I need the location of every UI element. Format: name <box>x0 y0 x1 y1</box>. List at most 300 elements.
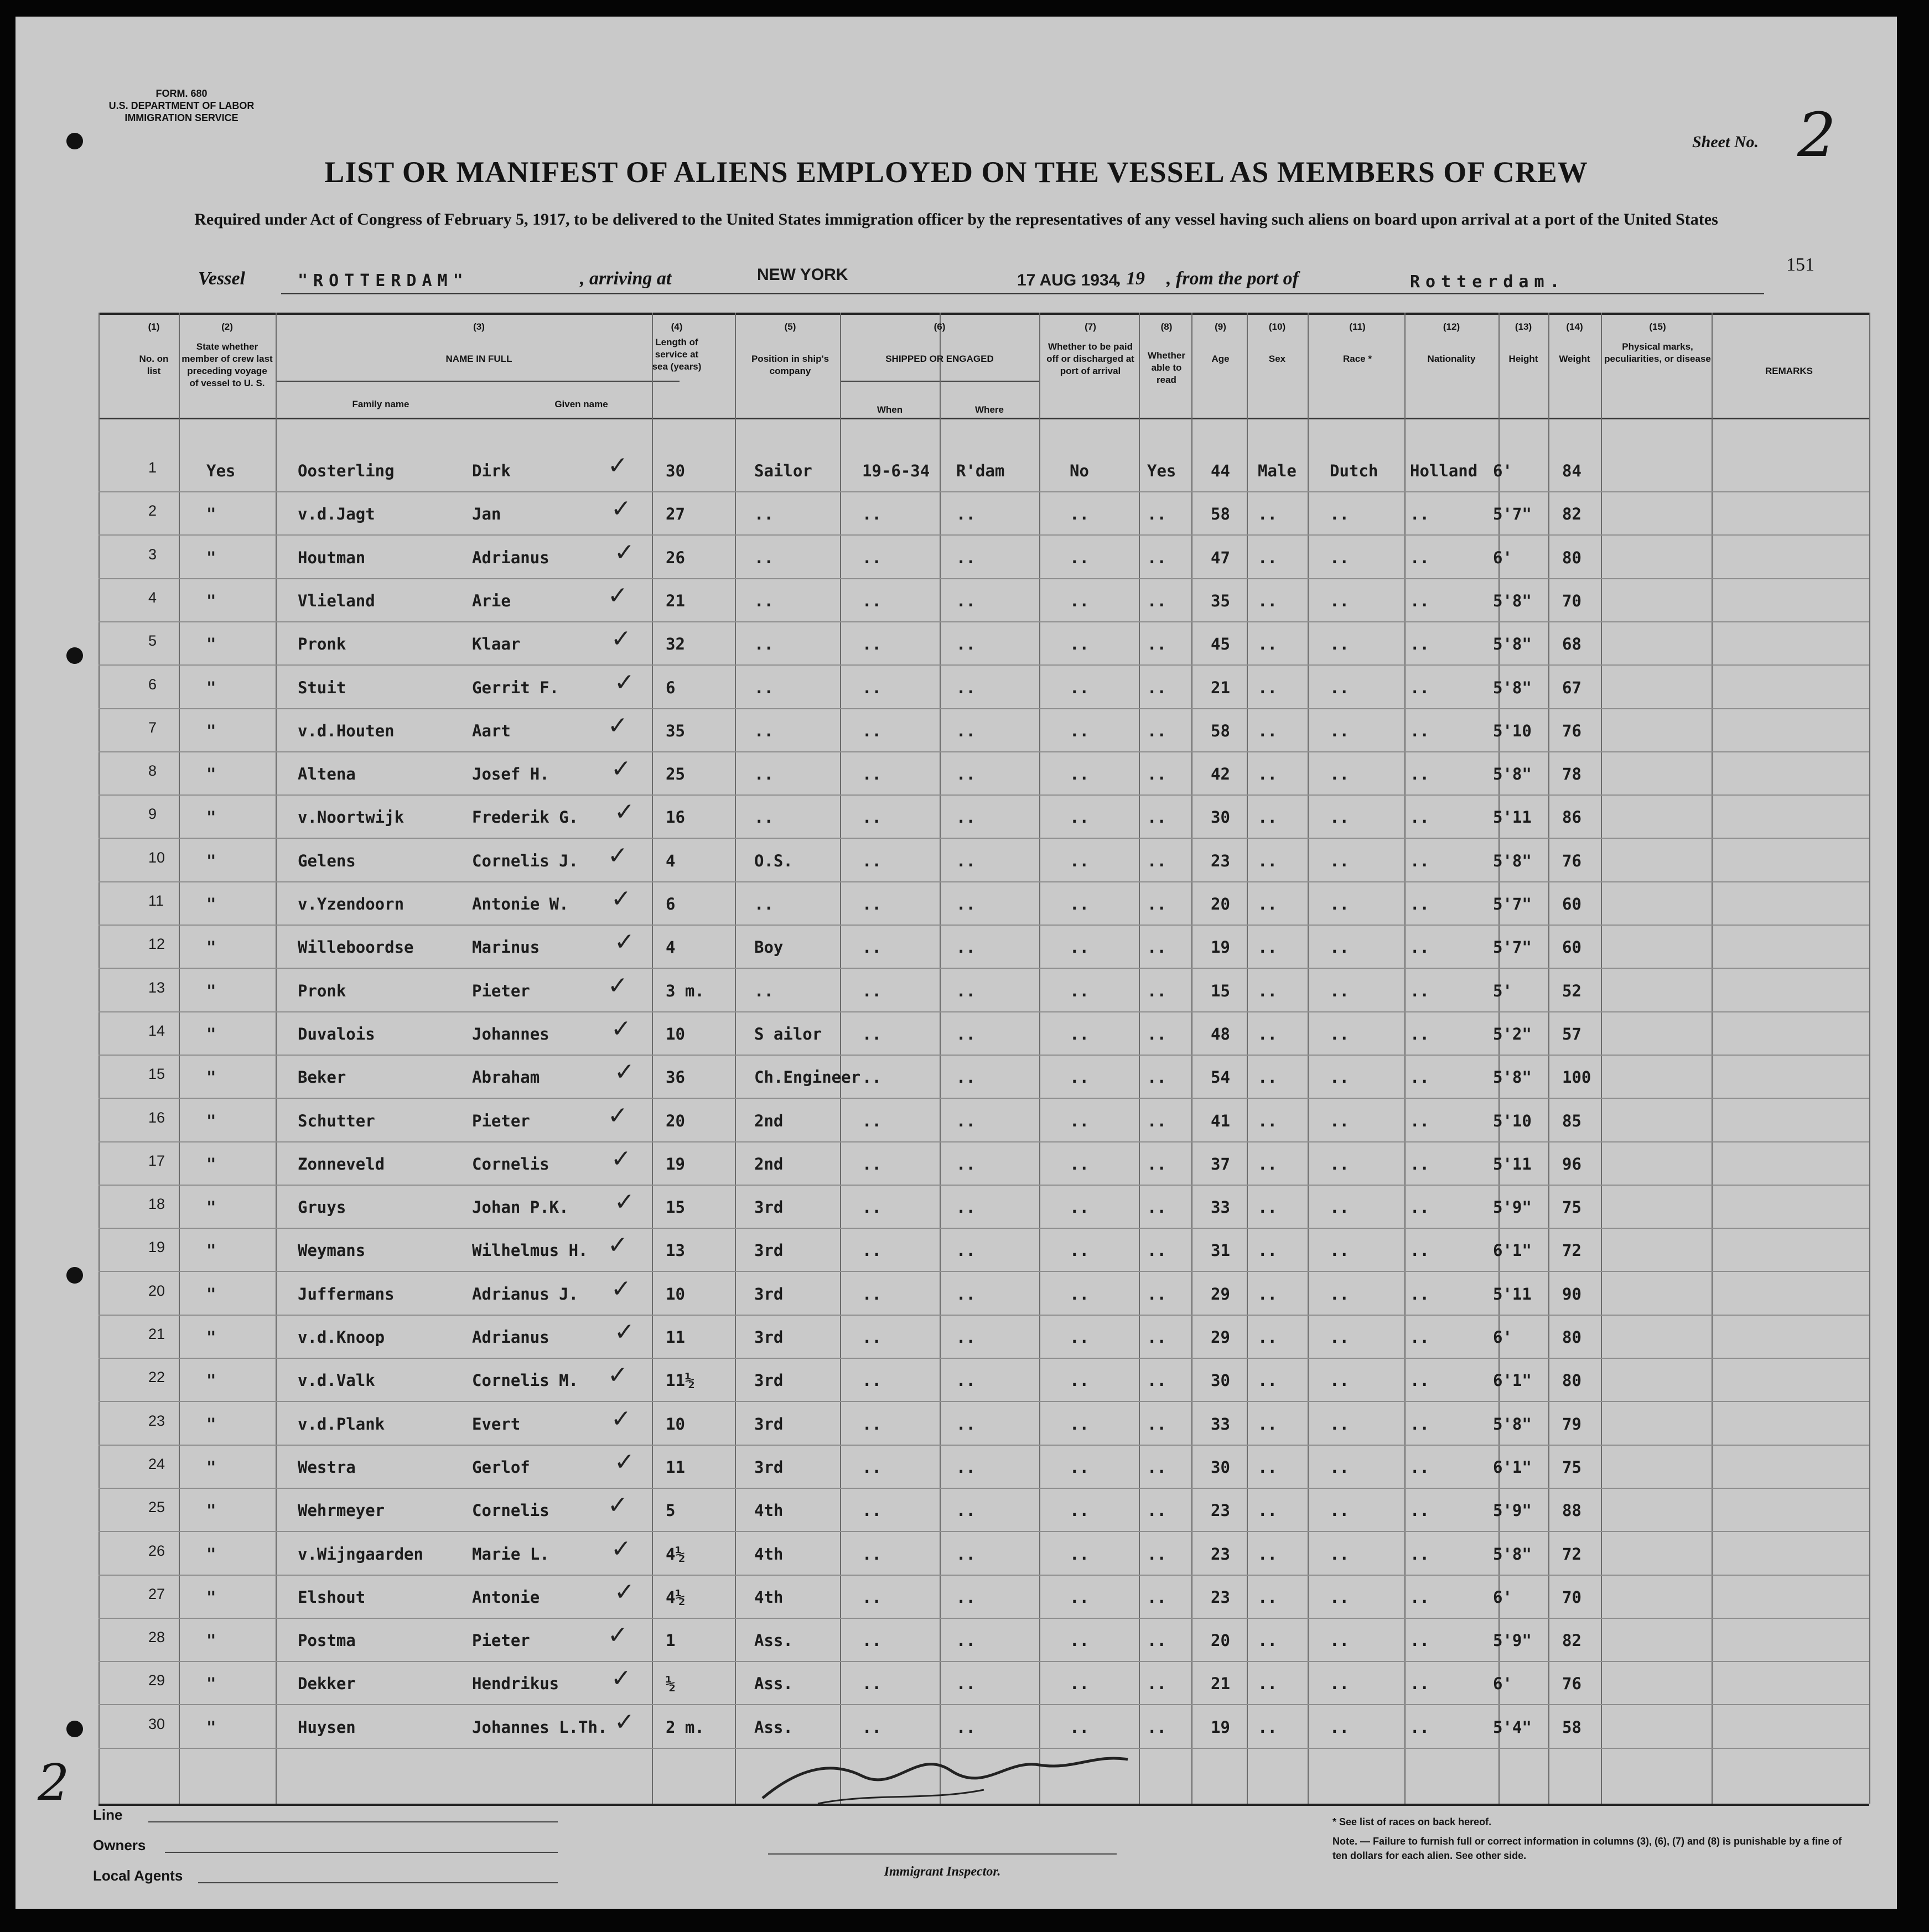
cell-where: .. <box>956 1284 976 1303</box>
cell-age: 47 <box>1211 548 1230 567</box>
binder-hole <box>66 1267 83 1284</box>
inspector-signature <box>751 1737 1139 1815</box>
cell-sex: .. <box>1258 981 1277 1000</box>
cell-paid: .. <box>1070 1717 1089 1737</box>
row-divider <box>98 1531 1869 1532</box>
cell-given: Hendrikus <box>472 1674 559 1694</box>
line-field <box>148 1821 558 1822</box>
row-divider <box>98 1011 1869 1012</box>
cell-paid: .. <box>1070 1501 1089 1520</box>
line-label: Line <box>93 1806 123 1823</box>
cell-height: 5'9" <box>1493 1501 1532 1520</box>
cell-when: .. <box>862 1587 881 1607</box>
cell-read: .. <box>1147 1544 1166 1564</box>
cell-given: Aart <box>472 721 511 740</box>
cell-when: 19-6-34 <box>862 461 930 480</box>
cell-position: Sailor <box>754 461 812 480</box>
col8-label: Whether able to read <box>1148 350 1185 385</box>
cell-height: 5'8" <box>1493 635 1532 654</box>
when-header: When <box>877 404 903 415</box>
cell-read: .. <box>1147 1328 1166 1347</box>
given-name-header: Given name <box>554 399 608 409</box>
cell-no: 3 <box>148 546 157 563</box>
cell-race: .. <box>1330 1154 1349 1173</box>
cell-age: 20 <box>1211 895 1230 913</box>
cell-prev: " <box>206 808 216 827</box>
cell-when: .. <box>862 1544 881 1564</box>
cell-where: .. <box>956 1198 976 1217</box>
cell-read: .. <box>1147 851 1166 870</box>
cell-where: R'dam <box>956 461 1005 480</box>
cell-given: Abraham <box>472 1068 540 1087</box>
col1-num: (1) <box>148 321 160 332</box>
cell-position: .. <box>754 548 774 567</box>
cell-sex: .. <box>1258 505 1277 524</box>
cell-nationality: .. <box>1410 1457 1429 1477</box>
cell-age: 35 <box>1211 591 1230 610</box>
cell-when: .. <box>862 1068 881 1087</box>
row-divider <box>98 708 1869 709</box>
cell-weight: 96 <box>1562 1154 1581 1173</box>
cell-read: .. <box>1147 1501 1166 1520</box>
cell-given: Jan <box>472 505 501 524</box>
binder-hole <box>66 133 83 149</box>
col14-num: (14) <box>1566 321 1583 332</box>
cell-position: Ass. <box>754 1631 793 1650</box>
cell-sex: .. <box>1258 721 1277 740</box>
cell-age: 23 <box>1211 1587 1230 1607</box>
cell-age: 41 <box>1211 1111 1230 1130</box>
cell-position: .. <box>754 895 774 913</box>
cell-family: Altena <box>298 765 356 784</box>
cell-race: .. <box>1330 635 1349 654</box>
cell-paid: .. <box>1070 1241 1089 1260</box>
cell-position: 3rd <box>754 1284 784 1303</box>
cell-when: .. <box>862 1154 881 1173</box>
cell-where: .. <box>956 548 976 567</box>
column-divider <box>735 313 736 1804</box>
cell-paid: .. <box>1070 1154 1089 1173</box>
cell-read: .. <box>1147 1154 1166 1173</box>
cell-weight: 86 <box>1562 808 1581 827</box>
cell-read: .. <box>1147 1674 1166 1694</box>
cell-age: 58 <box>1211 721 1230 740</box>
cell-paid: .. <box>1070 1328 1089 1347</box>
cell-weight: 67 <box>1562 678 1581 697</box>
row-divider <box>98 881 1869 882</box>
cell-weight: 52 <box>1562 981 1581 1000</box>
cell-nationality: .. <box>1410 895 1429 913</box>
row-divider <box>98 621 1869 622</box>
checkmark-icon: ✓ <box>608 1621 628 1650</box>
cell-age: 44 <box>1211 461 1230 480</box>
cell-no: 18 <box>148 1196 165 1213</box>
cell-paid: .. <box>1070 548 1089 567</box>
cell-given: Gerrit F. <box>472 678 559 697</box>
cell-height: 5'8" <box>1493 765 1532 784</box>
cell-position: Ch.Engineer <box>754 1068 861 1087</box>
cell-race: .. <box>1330 765 1349 784</box>
cell-weight: 85 <box>1562 1111 1581 1130</box>
year-label: , 19 <box>1117 268 1145 289</box>
col9-label: Age <box>1211 354 1230 364</box>
column-divider <box>1869 313 1870 1804</box>
row-divider <box>98 1315 1869 1316</box>
cell-sex: .. <box>1258 895 1277 913</box>
cell-no: 24 <box>148 1455 165 1472</box>
cell-read: .. <box>1147 895 1166 913</box>
cell-weight: 75 <box>1562 1457 1581 1477</box>
cell-nationality: .. <box>1410 808 1429 827</box>
cell-nationality: Holland <box>1410 461 1478 480</box>
cell-paid: .. <box>1070 1068 1089 1087</box>
checkmark-icon: ✓ <box>608 451 628 480</box>
col14-header <box>1548 321 1601 365</box>
cell-paid: .. <box>1070 1414 1089 1434</box>
cell-service: 4 <box>666 938 676 957</box>
cell-prev: " <box>206 548 216 567</box>
checkmark-icon: ✓ <box>608 1361 628 1390</box>
cell-no: 21 <box>148 1326 165 1342</box>
cell-no: 23 <box>148 1412 165 1429</box>
cell-service: 25 <box>666 765 685 784</box>
cell-weight: 72 <box>1562 1544 1581 1564</box>
cell-paid: .. <box>1070 765 1089 784</box>
cell-position: .. <box>754 678 774 697</box>
cell-service: 4½ <box>666 1544 685 1564</box>
checkmark-icon: ✓ <box>608 711 628 740</box>
vessel-label: Vessel <box>198 268 245 289</box>
cell-age: 21 <box>1211 1674 1230 1694</box>
cell-height: 5'10 <box>1493 721 1532 740</box>
cell-no: 26 <box>148 1542 165 1559</box>
owners-field <box>165 1852 558 1853</box>
cell-prev: " <box>206 1631 216 1650</box>
cell-no: 20 <box>148 1282 165 1299</box>
checkmark-icon: ✓ <box>611 495 631 523</box>
cell-family: Beker <box>298 1068 346 1087</box>
checkmark-icon: ✓ <box>608 971 628 1000</box>
cell-when: .. <box>862 591 881 610</box>
checkmark-icon: ✓ <box>614 1577 635 1606</box>
cell-when: .. <box>862 721 881 740</box>
cell-position: 3rd <box>754 1414 784 1434</box>
cell-position: .. <box>754 981 774 1000</box>
cell-height: 6'1" <box>1493 1241 1532 1260</box>
cell-given: Cornelis <box>472 1501 549 1520</box>
col2-label: State whether member of crew last preceding voyage of vessel to U. S. <box>182 341 273 388</box>
cell-paid: .. <box>1070 895 1089 913</box>
cell-family: Elshout <box>298 1587 366 1607</box>
cell-prev: " <box>206 1587 216 1607</box>
cell-paid: .. <box>1070 635 1089 654</box>
row-divider <box>98 751 1869 752</box>
cell-no: 13 <box>148 979 165 996</box>
cell-height: 5'11 <box>1493 1154 1532 1173</box>
cell-nationality: .. <box>1410 1414 1429 1434</box>
cell-position: Ass. <box>754 1674 793 1694</box>
cell-position: 3rd <box>754 1241 784 1260</box>
col12-label: Nationality <box>1427 354 1476 364</box>
cell-weight: 60 <box>1562 895 1581 913</box>
cell-family: v.d.Plank <box>298 1414 385 1434</box>
cell-when: .. <box>862 1414 881 1434</box>
cell-where: .. <box>956 591 976 610</box>
cell-height: 6' <box>1493 1674 1512 1694</box>
cell-family: Wehrmeyer <box>298 1501 385 1520</box>
cell-race: .. <box>1330 808 1349 827</box>
cell-age: 37 <box>1211 1154 1230 1173</box>
col15-label: Physical marks, peculiarities, or disease <box>1604 341 1711 364</box>
cell-service: 3 m. <box>666 981 704 1000</box>
cell-prev: " <box>206 765 216 784</box>
cell-family: Zonneveld <box>298 1154 385 1173</box>
cell-weight: 60 <box>1562 938 1581 957</box>
col10-header <box>1247 321 1308 365</box>
cell-when: .. <box>862 678 881 697</box>
cell-family: v.d.Valk <box>298 1371 375 1390</box>
cell-given: Arie <box>472 591 511 610</box>
cell-weight: 58 <box>1562 1717 1581 1737</box>
cell-given: Marinus <box>472 938 540 957</box>
cell-service: 6 <box>666 895 676 913</box>
cell-nationality: .. <box>1410 938 1429 957</box>
cell-weight: 68 <box>1562 635 1581 654</box>
cell-sex: .. <box>1258 938 1277 957</box>
cell-sex: .. <box>1258 548 1277 567</box>
cell-position: Ass. <box>754 1717 793 1737</box>
checkmark-icon: ✓ <box>611 1404 631 1433</box>
cell-sex: .. <box>1258 1024 1277 1043</box>
cell-race: .. <box>1330 1111 1349 1130</box>
cell-height: 6' <box>1493 548 1512 567</box>
cell-position: 4th <box>754 1501 784 1520</box>
cell-nationality: .. <box>1410 1328 1429 1347</box>
cell-weight: 80 <box>1562 548 1581 567</box>
cell-where: .. <box>956 808 976 827</box>
cell-height: 5' <box>1493 981 1512 1000</box>
cell-age: 31 <box>1211 1241 1230 1260</box>
cell-position: 4th <box>754 1587 784 1607</box>
cell-when: .. <box>862 938 881 957</box>
cell-weight: 100 <box>1562 1068 1591 1087</box>
cell-height: 5'10 <box>1493 1111 1532 1130</box>
checkmark-icon: ✓ <box>611 755 631 783</box>
cell-position: .. <box>754 721 774 740</box>
col5-header <box>743 321 837 377</box>
cell-when: .. <box>862 635 881 654</box>
col11-label: Race * <box>1343 354 1372 364</box>
cell-given: Gerlof <box>472 1457 530 1477</box>
cell-race: .. <box>1330 591 1349 610</box>
cell-given: Evert <box>472 1414 521 1434</box>
col7-num: (7) <box>1085 321 1096 332</box>
row-divider <box>98 1618 1869 1619</box>
remarks-header: REMARKS <box>1765 366 1813 376</box>
cell-paid: .. <box>1070 1284 1089 1303</box>
sheet-number: 2 <box>1797 100 1836 170</box>
column-divider <box>1139 313 1140 1804</box>
cell-read: .. <box>1147 765 1166 784</box>
cell-read: .. <box>1147 1024 1166 1043</box>
checkmark-icon: ✓ <box>611 625 631 653</box>
binder-hole <box>66 647 83 664</box>
cell-race: .. <box>1330 1284 1349 1303</box>
column-divider <box>98 313 100 1804</box>
col10-label: Sex <box>1268 354 1286 364</box>
cell-no: 17 <box>148 1152 165 1169</box>
col14-label: Weight <box>1559 354 1590 364</box>
cell-height: 6'1" <box>1493 1371 1532 1390</box>
col10-num: (10) <box>1268 321 1286 332</box>
cell-nationality: .. <box>1410 1198 1429 1217</box>
cell-no: 19 <box>148 1239 165 1256</box>
cell-service: 11 <box>666 1328 685 1347</box>
cell-weight: 75 <box>1562 1198 1581 1217</box>
cell-position: 4th <box>754 1544 784 1564</box>
col9-header <box>1194 321 1247 365</box>
cell-prev: " <box>206 678 216 697</box>
cell-where: .. <box>956 635 976 654</box>
cell-prev: " <box>206 1111 216 1130</box>
cell-prev: " <box>206 1414 216 1434</box>
cell-prev: " <box>206 1024 216 1043</box>
checkmark-icon: ✓ <box>608 1491 628 1520</box>
local-agents-label: Local Agents <box>93 1867 183 1884</box>
cell-given: Cornelis M. <box>472 1371 579 1390</box>
cell-no: 27 <box>148 1585 165 1602</box>
department-name: U.S. DEPARTMENT OF LABOR <box>108 100 255 111</box>
cell-read: .. <box>1147 1631 1166 1650</box>
col15-num: (15) <box>1649 321 1666 332</box>
cell-service: 30 <box>666 461 685 480</box>
cell-prev: " <box>206 1501 216 1520</box>
cell-given: Antonie <box>472 1587 540 1607</box>
cell-family: v.Yzendoorn <box>298 895 405 913</box>
checkmark-icon: ✓ <box>614 1058 635 1087</box>
cell-service: 11 <box>666 1457 685 1477</box>
cell-prev: " <box>206 591 216 610</box>
cell-height: 5'7" <box>1493 505 1532 524</box>
cell-paid: .. <box>1070 1631 1089 1650</box>
cell-given: Adrianus J. <box>472 1284 579 1303</box>
cell-weight: 82 <box>1562 1631 1581 1650</box>
row-divider <box>98 578 1869 579</box>
col13-num: (13) <box>1515 321 1532 332</box>
cell-prev: " <box>206 1544 216 1564</box>
margin-note: 2 <box>38 1754 70 1812</box>
cell-height: 5'8" <box>1493 1414 1532 1434</box>
row-divider <box>98 534 1869 536</box>
row-divider <box>98 925 1869 926</box>
row-divider <box>98 1704 1869 1705</box>
cell-prev: " <box>206 1457 216 1477</box>
cell-family: v.d.Houten <box>298 721 395 740</box>
cell-when: .. <box>862 765 881 784</box>
cell-position: 2nd <box>754 1154 784 1173</box>
checkmark-icon: ✓ <box>611 1534 631 1563</box>
cell-nationality: .. <box>1410 721 1429 740</box>
cell-where: .. <box>956 1068 976 1087</box>
cell-read: .. <box>1147 1241 1166 1260</box>
cell-where: .. <box>956 1587 976 1607</box>
checkmark-icon: ✓ <box>614 538 635 567</box>
cell-sex: .. <box>1258 1154 1277 1173</box>
cell-no: 11 <box>148 892 164 909</box>
cell-race: .. <box>1330 1631 1349 1650</box>
cell-age: 23 <box>1211 1544 1230 1564</box>
cell-family: Oosterling <box>298 461 395 480</box>
cell-height: 5'8" <box>1493 1544 1532 1564</box>
vessel-underline <box>281 293 1764 294</box>
cell-service: 4 <box>666 851 676 870</box>
cell-age: 42 <box>1211 765 1230 784</box>
cell-family: v.d.Jagt <box>298 505 375 524</box>
cell-read: .. <box>1147 678 1166 697</box>
cell-where: .. <box>956 678 976 697</box>
cell-age: 20 <box>1211 1631 1230 1650</box>
row-divider <box>98 1575 1869 1576</box>
cell-height: 5'2" <box>1493 1024 1532 1043</box>
cell-where: .. <box>956 1154 976 1173</box>
cell-family: Juffermans <box>298 1284 395 1303</box>
form-header <box>82 87 281 124</box>
cell-age: 30 <box>1211 1457 1230 1477</box>
row-divider <box>98 1358 1869 1359</box>
cell-age: 54 <box>1211 1068 1230 1087</box>
cell-where: .. <box>956 981 976 1000</box>
cell-nationality: .. <box>1410 1501 1429 1520</box>
cell-race: .. <box>1330 1457 1349 1477</box>
cell-prev: " <box>206 938 216 957</box>
cell-nationality: .. <box>1410 1717 1429 1737</box>
cell-service: ½ <box>666 1674 676 1694</box>
cell-weight: 90 <box>1562 1284 1581 1303</box>
cell-read: .. <box>1147 1371 1166 1390</box>
row-divider <box>98 1445 1869 1446</box>
cell-height: 5'7" <box>1493 895 1532 913</box>
cell-where: .. <box>956 1631 976 1650</box>
inspector-line <box>768 1853 1117 1855</box>
column-divider <box>840 313 841 1804</box>
cell-no: 1 <box>148 459 157 476</box>
cell-age: 15 <box>1211 981 1230 1000</box>
cell-where: .. <box>956 765 976 784</box>
cell-sex: .. <box>1258 1328 1277 1347</box>
column-divider <box>940 313 941 1804</box>
cell-sex: .. <box>1258 1068 1277 1087</box>
cell-race: .. <box>1330 1241 1349 1260</box>
cell-height: 5'11 <box>1493 1284 1532 1303</box>
header-divider <box>98 418 1869 419</box>
checkmark-icon: ✓ <box>608 1231 628 1260</box>
cell-paid: .. <box>1070 678 1089 697</box>
cell-race: .. <box>1330 678 1349 697</box>
from-label: , from the port of <box>1166 268 1299 289</box>
cell-when: .. <box>862 1198 881 1217</box>
cell-race: .. <box>1330 1674 1349 1694</box>
cell-weight: 76 <box>1562 851 1581 870</box>
col4-num: (4) <box>671 321 683 332</box>
cell-sex: .. <box>1258 1198 1277 1217</box>
cell-no: 16 <box>148 1109 165 1126</box>
cell-service: 19 <box>666 1154 685 1173</box>
cell-family: Weymans <box>298 1241 366 1260</box>
cell-sex: Male <box>1258 461 1297 480</box>
cell-prev: Yes <box>206 461 236 480</box>
cell-nationality: .. <box>1410 635 1429 654</box>
cell-family: Stuit <box>298 678 346 697</box>
